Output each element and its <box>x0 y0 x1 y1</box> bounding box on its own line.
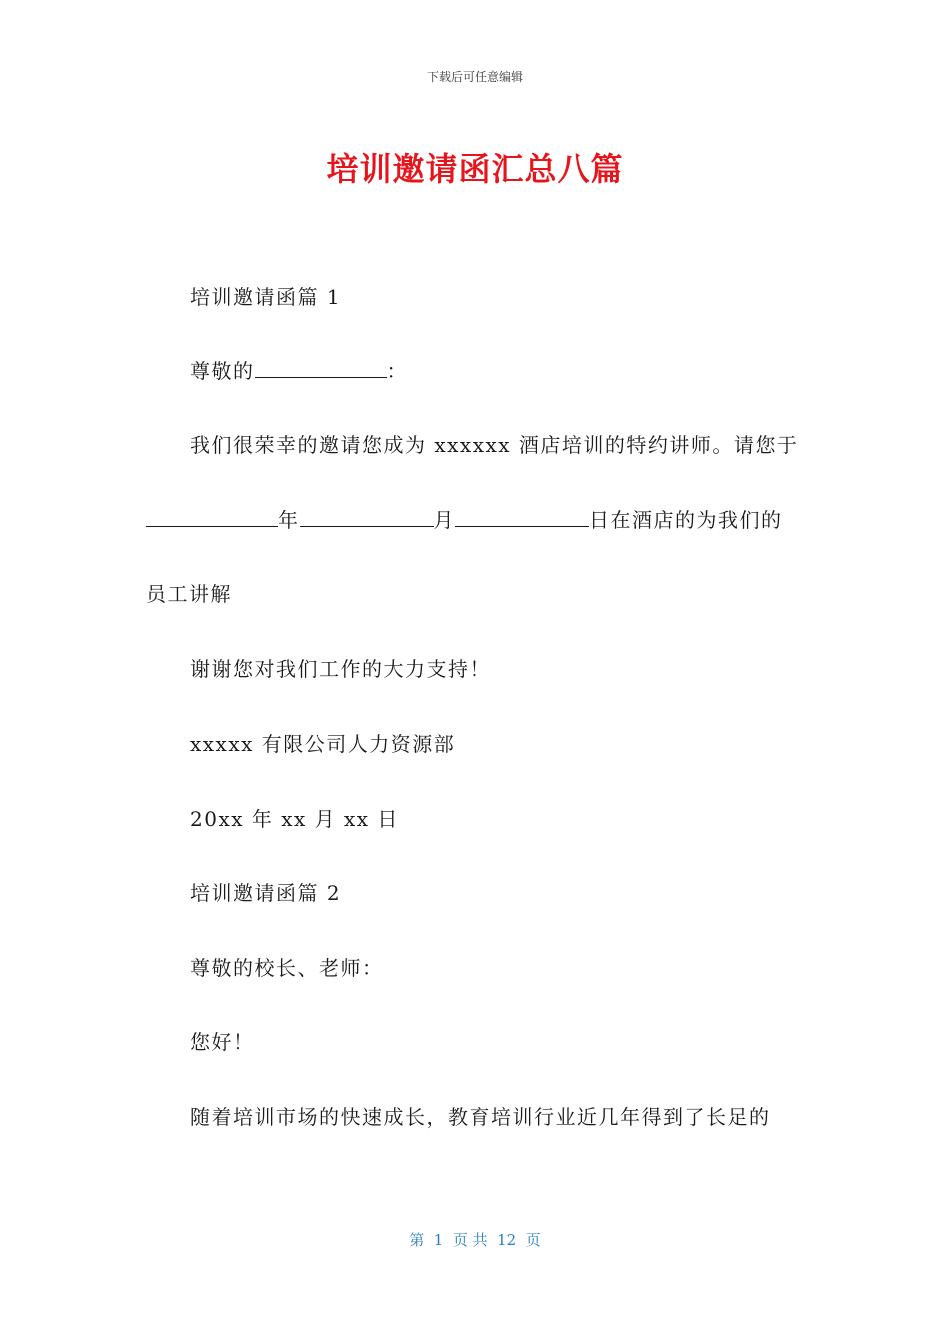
salutation-suffix: ： <box>386 359 408 383</box>
letter2-greeting: 您好！ <box>190 1030 255 1054</box>
name-blank <box>255 359 387 378</box>
month-blank <box>300 508 434 527</box>
document-title: 培训邀请函汇总八篇 <box>326 150 624 188</box>
year-label: 年 <box>278 508 300 532</box>
letter1-date: 20xx 年 xx 月 xx 日 <box>190 807 399 831</box>
year-blank <box>146 508 278 527</box>
page-header-note: 下载后可任意编辑 <box>426 70 523 84</box>
day-suffix: 日在酒店的为我们的 <box>589 508 783 532</box>
letter1-heading: 培训邀请函篇 1 <box>190 285 342 309</box>
letter1-date-line <box>146 507 783 533</box>
letter1-body-line1: 我们很荣幸的邀请您成为 xxxxxx 酒店培训的特约讲师。请您于 <box>190 433 799 457</box>
month-label: 月 <box>433 508 455 532</box>
letter1-salutation <box>190 358 408 384</box>
letter1-signature: xxxxx 有限公司人力资源部 <box>190 732 456 756</box>
day-blank <box>455 508 589 527</box>
salutation-prefix: 尊敬的 <box>190 359 255 383</box>
letter1-body-line3: 员工讲解 <box>146 582 232 606</box>
letter2-body-line1: 随着培训市场的快速成长，教育培训行业近几年得到了长足的 <box>190 1105 771 1129</box>
letter2-heading: 培训邀请函篇 2 <box>190 881 342 905</box>
letter2-salutation: 尊敬的校长、老师： <box>190 956 384 980</box>
page-number-footer: 第 1 页 共 12 页 <box>409 1231 541 1249</box>
letter1-thanks: 谢谢您对我们工作的大力支持！ <box>190 657 491 681</box>
